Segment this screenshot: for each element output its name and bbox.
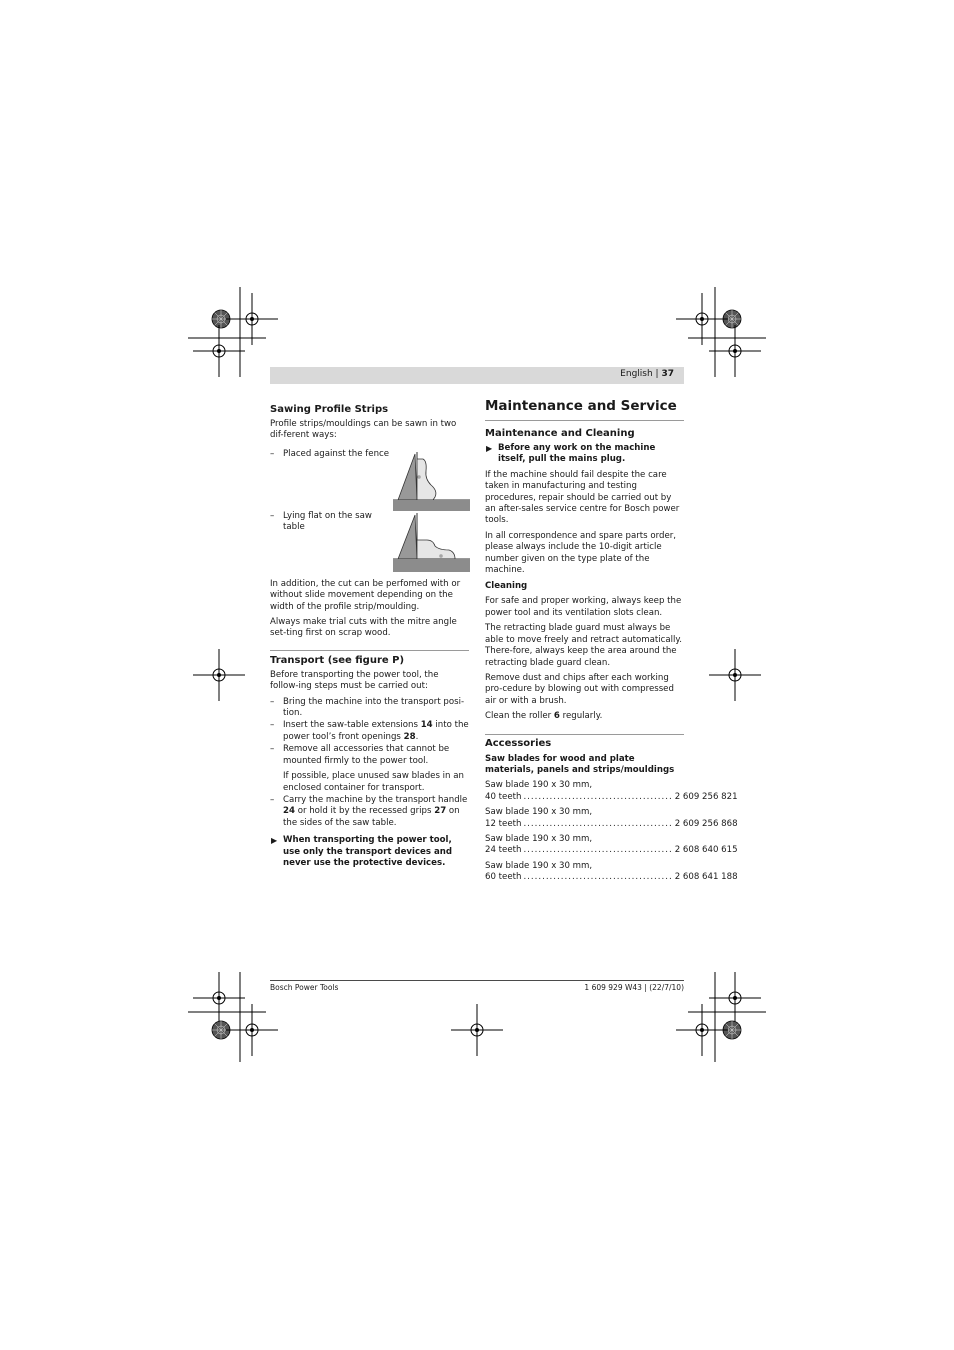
transport-step: – Bring the machine into the transport posi-tion.	[270, 696, 465, 719]
accessory-item	[485, 833, 738, 857]
accessory-line	[485, 791, 738, 803]
page-number: 37	[661, 369, 674, 379]
sawing-intro: Profile strips/mouldings can be sawn in two dif-ferent ways:	[270, 419, 457, 441]
crosshair-icon	[193, 972, 245, 1024]
sawing-item-fence: – Placed against the fence	[270, 448, 390, 459]
accessory-leader-dots: ........................................	[523, 818, 673, 829]
accessory-teeth: 24 teeth	[485, 845, 522, 856]
crosshair-icon	[709, 325, 761, 377]
accessory-line	[485, 845, 738, 856]
transport-step: – Insert the saw-table extensions 14 into the power tool’s front openings 28.	[270, 720, 469, 742]
page-header-text	[620, 369, 674, 379]
sawing-para-trial: Always make trial cuts with the mitre angle set-ting first on scrap wood.	[270, 617, 457, 639]
cleaning-para-guard: The retracting blade guard must always be able to move freely and retract automatically. There-fore, always keep the area around the retracting blade guard clean.	[485, 623, 682, 668]
cleaning-para-dust: Remove dust and chips after each working pro-cedure by blowing out with compressed air or with a brush.	[485, 672, 674, 706]
accessory-leader-dots: ........................................	[523, 791, 673, 802]
accessory-desc: Saw blade 190 x 30 mm,	[485, 780, 593, 791]
transport-step-note: If possible, place unused saw blades in an enclosed container for transport.	[283, 771, 464, 793]
accessory-desc: Saw blade 190 x 30 mm,	[485, 807, 593, 818]
accessory-item	[485, 807, 738, 830]
accessory-leader-dots: ........................................	[523, 872, 673, 883]
sawing-para-slide: In addition, the cut can be perfomed with or without slide movement depending on the width of the profile strip/moulding.	[270, 578, 461, 612]
cleaning-para-ventilation: For safe and proper working, always keep the power tool and its ventilation slots clean.	[485, 596, 682, 618]
sawing-item-flat: – Lying flat on the saw table	[270, 510, 372, 533]
figure-profile-against-fence	[393, 451, 470, 512]
maintenance-warning: ▶ Before any work on the machine itself, pull the mains plug.	[486, 443, 656, 465]
accessory-desc: Saw blade 190 x 30 mm,	[485, 833, 593, 844]
sawing-title: Sawing Profile Strips	[270, 404, 389, 415]
accessory-desc: Saw blade 190 x 30 mm,	[485, 860, 593, 871]
transport-intro: Before transporting the power tool, the follow-ing steps must be carried out:	[270, 669, 439, 692]
accessory-part-number: 2 609 256 821	[674, 791, 738, 802]
crosshair-icon	[709, 649, 761, 701]
maintenance-cleaning-title: Maintenance and Cleaning	[485, 428, 635, 439]
accessories-subtitle: Saw blades for wood and plate materials, panels and strips/mouldings	[485, 753, 675, 775]
header-separator: |	[655, 369, 659, 379]
right-column	[485, 398, 738, 888]
accessory-item	[485, 780, 738, 803]
page-header-bar	[270, 367, 684, 384]
maintenance-service-title: Maintenance and Service	[485, 398, 677, 414]
accessory-part-number: 2 608 641 188	[674, 872, 738, 883]
transport-step: – Remove all accessories that cannot be mounted firmly to the power tool.	[270, 744, 450, 766]
cleaning-title: Cleaning	[485, 581, 528, 592]
footer-doc-number: 1 609 929 W43 | (22/7/10)	[584, 983, 684, 992]
crosshair-icon	[193, 649, 245, 701]
maintenance-para-article: In all correspondence and spare parts order, please always include the 10-digit article number given on the type plate of the machine.	[485, 530, 676, 576]
transport-step: – Carry the machine by the transport handle 24 or hold it by the recessed grips 27 on the sides of the saw table.	[270, 794, 468, 828]
accessory-teeth: 12 teeth	[485, 818, 522, 829]
cleaning-para-roller: Clean the roller 6 regularly.	[485, 711, 603, 722]
crosshair-icon	[226, 293, 278, 345]
accessory-line	[485, 818, 738, 830]
section-divider	[270, 650, 469, 651]
crosshair-icon	[709, 972, 761, 1024]
accessory-teeth: 40 teeth	[485, 791, 522, 802]
crosshair-icon	[193, 325, 245, 377]
accessories-list	[485, 780, 738, 883]
crosshair-icon	[451, 1004, 503, 1056]
accessory-line	[485, 872, 738, 883]
accessory-item	[485, 860, 738, 884]
footer-rule	[270, 980, 684, 981]
warning-triangle-icon: ▶	[271, 836, 278, 846]
transport-warning: ▶ When transporting the power tool, use only the transport devices and never use the protective devices.	[271, 835, 453, 868]
section-divider	[485, 734, 684, 735]
section-divider	[485, 420, 684, 421]
footer-publisher: Bosch Power Tools	[270, 983, 339, 992]
warning-triangle-icon: ▶	[486, 444, 493, 453]
header-language: English	[620, 369, 653, 379]
accessory-part-number: 2 608 640 615	[674, 845, 738, 856]
maintenance-para-repair: If the machine should fail despite the care taken in manufacturing and testing procedures, repair should be carried out by an after-sales service centre for Bosch power tools.	[485, 469, 680, 526]
crosshair-icon	[676, 293, 728, 345]
transport-title: Transport (see figure P)	[270, 654, 405, 666]
accessory-teeth: 60 teeth	[485, 872, 522, 883]
accessory-part-number: 2 609 256 868	[674, 818, 738, 829]
figure-profile-lying-flat	[393, 512, 470, 573]
accessory-leader-dots: ........................................	[523, 845, 673, 856]
accessories-title: Accessories	[485, 737, 552, 749]
